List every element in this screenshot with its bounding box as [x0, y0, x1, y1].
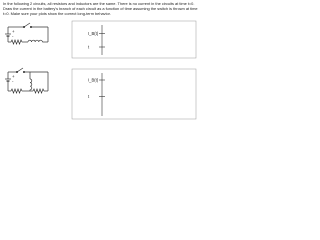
plot-1-frame [72, 21, 196, 58]
battery-1-plus: + [12, 29, 15, 34]
switch-1 [24, 23, 30, 27]
inductor-1 [28, 40, 42, 42]
switch-2 [17, 68, 23, 72]
plot-2 [72, 69, 196, 119]
resistor-2b [33, 89, 44, 93]
plot-2-time-label: t [88, 94, 90, 99]
resistor-1 [11, 40, 22, 44]
instructions-text: In the following 2 circuits, all resistors and inductors are the same. There is no current in the circuits at time t=0. Draw the current in the battery's branch of each circuit as a function of time assuming the switch is thrown at time t=0. Make sure your plots show the correct long-term behavior. [3, 1, 198, 17]
plot-2-frame [72, 69, 196, 119]
inductor-2 [30, 79, 32, 90]
plot-2-current-label: I_B(t) [88, 77, 99, 83]
plot-1-current-label: I_B(t) [88, 31, 99, 36]
plot-1 [72, 21, 196, 58]
battery-2 [5, 79, 11, 91]
circuits-figure [0, 0, 200, 124]
battery-2-plus: + [12, 74, 15, 79]
plot-1-time-label: t [88, 44, 90, 50]
battery-1 [5, 34, 11, 42]
battery-2-minus: - [12, 79, 14, 84]
battery-1-minus: - [12, 34, 14, 39]
resistor-2a [11, 89, 22, 93]
